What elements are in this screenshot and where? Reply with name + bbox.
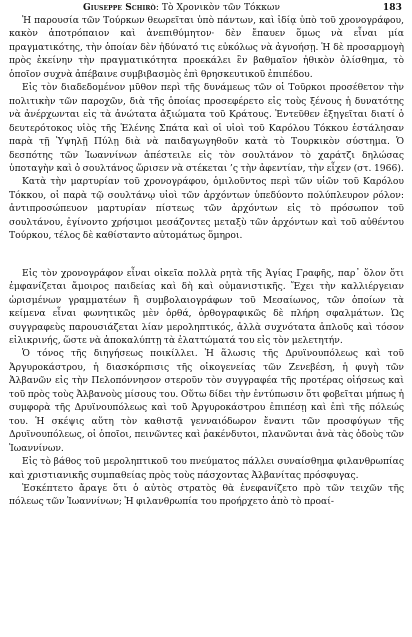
paragraph: Ὁ τόνος τῆς διηγήσεως ποικίλλει. Ἡ ἅλωσις τῆς Δρυϊνουπόλεως καὶ τοῦ Ἀργυροκάστρου, ἡ διασκόρπισις τῆς οἰκογενείας τῶν Ζενεβέση, ἡ φυγὴ τῶν Ἀλβανῶν εἰς τὴν Πελοπόννησον στεροῦν τὸν συγγραφέα τῆς προτέρας οἰήσεως καὶ τοῦ πρὸς τοὺς Ἀλβανοὺς μίσους του. Οὕτω δίδει τὴν ἐντύπωσιν ὅτι φοβεῖται μήπως ἡ συμφορὰ τῆς Δρυϊνουπόλεως καὶ τοῦ Ἀργυροκάστρου ἐπιπέσῃ καὶ ἐπὶ τῆς πόλεώς του. Ἡ σκέψις αὕτη τὸν καθιστᾷ γενναιόδωρον ἔναντι τῶν προσφύγων τῆς Δρυϊνουπόλεως, οἱ ὁποῖοι, πεινῶντες καὶ ῥακένδυτοι, πλανῶνται ἀνὰ τὰς ὁδοὺς τῶν Ἰωαννίνων.	[9, 348, 404, 454]
paragraph: Κατὰ τὴν μαρτυρίαν τοῦ χρονογράφου, ὁμιλοῦντος περὶ τῶν υἱῶν τοῦ Καρόλου Τόκκου, οἱ παρὰ τῷ σουλτάνῳ υἱοὶ τῶν ἀρχόντων ὑπεδύοντο πολύπλευρον ρόλον: ἀντιπροσώπευον μαρτυρίαν πίστεως τῶν ἀρχόντων εἰς τὸ πρόσωπον τοῦ σουλτάνου, ἐγίνοντο χρήσιμοι μεσάζοντες μεταξὺ τῶν ἀρχόντων καὶ τοῦ αὐθέντου Τούρκου, τέλος δὲ καθίσταντο αὐτομάτως ὅμηροι.	[9, 176, 404, 242]
paragraph: Εἰς τὸν χρονογράφον εἶναι οἰκεῖα πολλὰ ρητὰ τῆς Ἁγίας Γραφῆς, παρ᾿ ὅλον ὅτι ἐμφανίζεται ἄμοιρος παιδείας καὶ δὴ καὶ οὑμανιστικῆς. Ἔχει τὴν καλλιέργειαν ὡρισμένων γραμματέων ἢ συμβολαιογράφων τοῦ Μεσαίωνος, τῶν ὁποίων τὰ κείμενα εἶναι φωνητικῶς μὲν ὀρθά, ὀρθογραφικῶς δὲ πλήρη σφαλμάτων. Ὡς συγγραφεὺς παρουσιάζεται λίαν μεροληπτικός, ἀλλὰ συχνότατα ἁπλοῦς καὶ τόσον εἰλικρινής, ὥστε νὰ ἀποκαλύπτῃ τὰ ἐλαττώματά του εἰς τὸν μελετητήν.	[9, 267, 404, 346]
page-number: 183	[382, 3, 402, 13]
running-header	[83, 2, 402, 14]
header-title: Τὸ Χρονικὸν τῶν Τόκκων	[161, 3, 281, 13]
paragraph: Εἰς τὸν διαδεδομένον μῦθον περὶ τῆς δυνάμεως τῶν οἱ Τοῦρκοι προσέθετον τὴν πολιτικὴν τῶν παροχῶν, διὰ τῆς ὁποίας προσεφέρετο εἰς τοὺς ξένους ἡ δυνατότης νὰ ἀνέρχωνται εἰς τὰ ἀνώτατα ἀξιώματα τοῦ Κράτους. Ἐντεῦθεν ἐξηγεῖται διατί ὁ δευτερότοκος υἱὸς τῆς Ἑλένης Σπάτα καὶ οἱ υἱοὶ τοῦ Καρόλου Τόκκου ἐστάλησαν παρὰ τῇ Ὑψηλῇ Πύλῃ διὰ νὰ παιδαγωγηθοῦν κατὰ τὸ Τουρκικὸν σύστημα. Ὁ δεσπότης τῶν Ἰωαννίνων ἀπέστειλε εἰς τὸν σουλτάνον τὸ χαράτζι δηλώσας ὑποταγὴν καὶ ὁ σουλτάνος ὥρισεν νὰ στέκεται ’ς τὴν ἀφεντίαν, τὴν εἶχεν (στ. 1966).	[9, 82, 404, 174]
paragraph: Ἡ παρουσία τῶν Τούρκων θεωρεῖται ὑπὸ πάντων, καὶ ἰδίᾳ ὑπὸ τοῦ χρονογράφου, κακὸν ἀποτρόπαιον καὶ ἀνεπιθύμητον· δὲν ἔπαυεν ὅμως νὰ εἶναι μία πραγματικότης, τὴν ὁποίαν δὲν ἠδύνατό τις εὐκόλως νὰ ἀγνοήσῃ. Ἡ δὲ προσαρμογὴ πρὸς ἐκείνην τὴν πραγματικότητα προεκάλει ἓν βαθμαῖον ἠθικὸν ὀλίσθημα, τὸ ὁποῖον συχνὰ ἀπέβαινε συμβιβασμὸς ἐπὶ θρησκευτικοῦ ἐπιπέδου.	[9, 15, 404, 80]
paragraph: Εἰς τὸ βάθος τοῦ μεροληπτικοῦ του πνεύματος πάλλει συναίσθημα φιλανθρωπίας καὶ χριστιανικῆς συμπαθείας πρὸς τοὺς πάσχοντας Ἀλβανίτας πρόσφυγας.	[9, 456, 404, 481]
header-separator: :	[155, 3, 162, 13]
header-author: Giuseppe Schirò	[83, 3, 156, 13]
section-gap	[9, 243, 404, 267]
paragraph: Ἐσκέπτετο ἄραγε ὅτι ὁ αὐτὸς στρατὸς θὰ ἐνεφανίζετο πρὸ τῶν τειχῶν τῆς πόλεως τῶν Ἰωαννίνων; Ἡ φιλανθρωπία του προήρχετο ἀπὸ τὸ προαί-	[9, 482, 404, 508]
